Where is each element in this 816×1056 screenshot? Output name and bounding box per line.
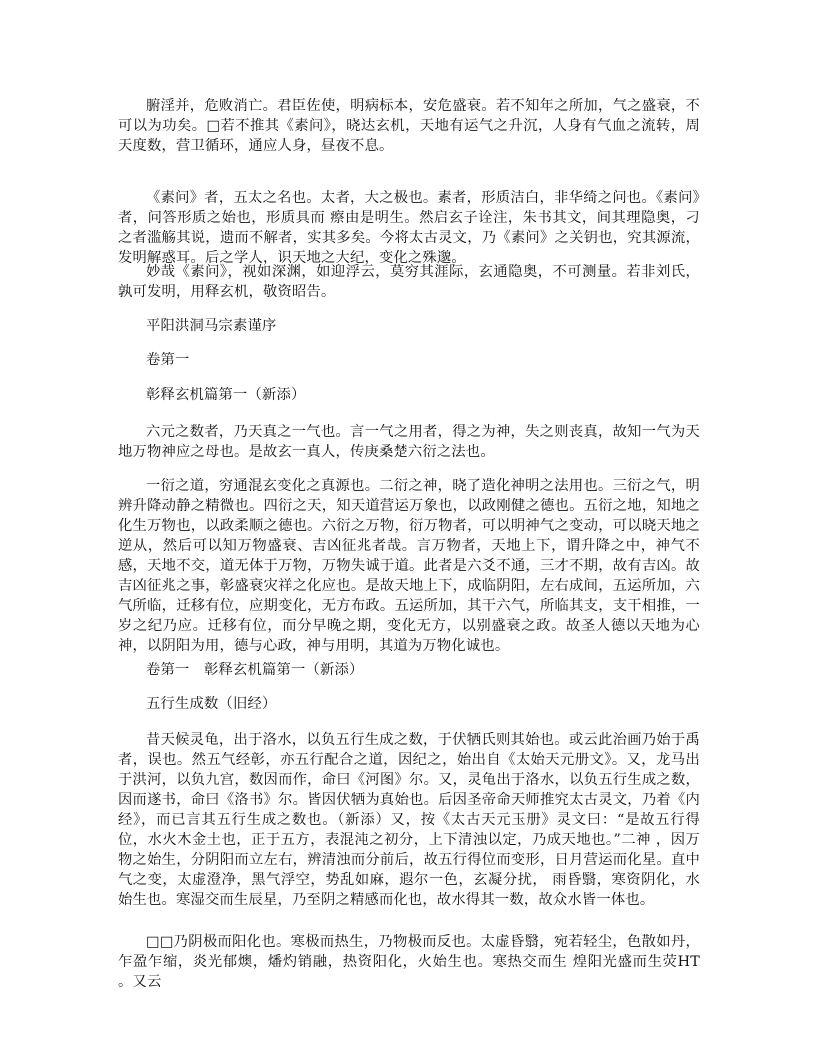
paragraph-2: 《素问》者，五太之名也。太者，大之极也。素者，形质洁白，非华绮之问也。《素问》者，问答形质之始也，形质具而 瘵由是明生。然启玄子诠注，朱书其文，间其理隐奥，刁之者滥觞其说，遗而不解者，实其多矣。今将太古灵文，乃《素问》之关钥也，究其源流，发明解惑耳。后之学人，识天地之大纪，变化之殊邈。	[118, 190, 700, 266]
running-chapter-heading: 卷第一 彰释玄机篇第一（新添）	[146, 662, 364, 678]
paragraph-7: □□乃阴极而阳化也。寒极而热生，乃物极而反也。太虚昏翳，宛若轻尘，色散如丹，乍盈乍缩，炎光郁燠，燔灼销融，热资阳化，火始生也。寒热交而生 煌阳光盛而生荧HT 。又云	[118, 934, 700, 990]
paragraph-1: 腑淫并，危败消亡。君臣佐使，明病标本，安危盛衰。若不知年之所加，气之盛衰，不可以为功矣。□若不推其《素问》，晓达玄机，天地有运气之升沉，人身有气血之流转，周天度数，营卫循环，通应人身，昼夜不息。	[118, 98, 700, 154]
paragraph-6: 昔天候灵龟，出于洛水，以负五行生成之数，于伏牺氏则其始也。或云此治画乃始于禹者，误也。然五气经彰，亦五行配合之道，因纪之，始出自《太始天元册文》。又，龙马出于洪河，以负九宫，数因而作，命曰《河图》尔。又，灵龟出于洛水，以负五行生成之数，因而遂书，命曰《洛书》尔。皆因伏牺为真始也。后因圣帝命天师推究太古灵文，乃着《内经》，而已言其五行生成之数也。（新添）又，按《太古天元玉册》灵文曰：“是故五行得位，水火木金土也，正于五方，表混沌之初分，上下清浊以定，乃成天地也。”二神 ，因万物之始生，分阴阳而立左右，辨清浊而分前后，故五行得位而变形，日月营运而化星。直中气之变，太虚澄净，黑气浮空，势乱如麻，遐尔一色，玄凝分扰， 雨昏翳，寒资阴化，水始生也。寒湿交而生辰星，乃至阴之精感而化也，故水得其一数，故众水皆一体也。	[118, 732, 700, 908]
section-heading: 五行生成数（旧经）	[146, 696, 277, 712]
preface-signature: 平阳洪洞马宗素谨序	[146, 318, 277, 334]
volume-heading: 卷第一	[146, 352, 190, 368]
paragraph-5: 一衍之道，穷通混玄变化之真源也。二衍之神，晓了造化神明之法用也。三衍之气，明辨升降动静之精微也。四衍之天，知天道营运万象也，以政刚健之德也。五衍之地，知地之化生万物也，以政柔顺之德也。六衍之万物，衍万物者，可以明神气之变动，可以晓天地之逆从，然后可以知万物盛衰、吉凶征兆者哉。言万物者，天地上下，谓升降之中，神气不感，天地不交，道无体于万物，万物失诚于道。此者是六爻不通，三才不期，故有吉凶。故吉凶征兆之事，彰盛衰灾祥之化应也。是故天地上下，成临阴阳，左右成间，五运所加，六气所临，迁移有位，应期变化，无方布政。五运所加，其干六气，所临其支，支干相推，一岁之纪乃应。迁移有位，而分早晚之期，变化无方，以别盛衰之政。故圣人德以天地为心神，以阴阳为用，德与心政，神与用明，其道为万物化诚也。	[118, 478, 700, 654]
paragraph-3: 妙哉《素问》，视如深渊，如迎浮云，莫穷其涯际，玄通隐奥，不可测量。若非刘氏，孰可发明，用释玄机，敬资昭告。	[118, 264, 700, 300]
paragraph-4: 六元之数者，乃天真之一气也。言一气之用者，得之为神，失之则丧真，故知一气为天地万物神应之母也。是故玄一真人，传庚桑楚六衍之法也。	[118, 424, 700, 460]
chapter-heading: 彰释玄机篇第一（新添）	[146, 387, 306, 403]
